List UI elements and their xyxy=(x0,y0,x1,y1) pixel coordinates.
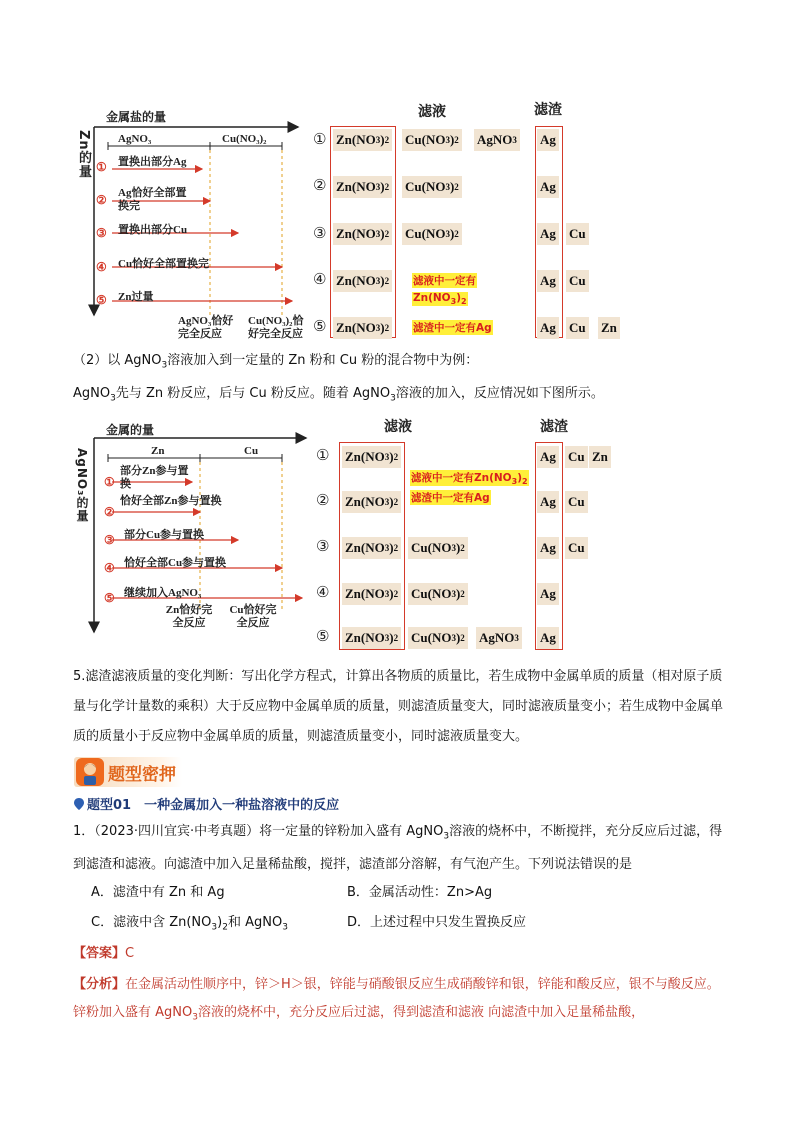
bottom-note-2: Cu(NO₃)₂恰好完全反应 xyxy=(248,315,304,340)
metal-chip: Cu xyxy=(566,223,589,245)
salt-chip: Cu(NO 3 ) 2 xyxy=(402,176,462,198)
step-num-1: ① xyxy=(104,475,115,489)
row-num-2: ② xyxy=(316,491,330,509)
metal-chip: Cu xyxy=(566,270,589,292)
analysis-paragraph xyxy=(73,971,725,1032)
metal-chip: Ag xyxy=(537,583,559,605)
salt-chip: Zn(NO 3 ) 2 xyxy=(333,270,392,292)
step-num-2: ② xyxy=(96,193,107,207)
metal-chip: Ag xyxy=(537,317,559,339)
answer-value: C xyxy=(125,946,135,961)
metal-chip: Ag xyxy=(537,129,559,151)
metal-chip: Ag xyxy=(537,627,559,649)
highlight-note-filtrate: 滤液中一定有 xyxy=(413,275,476,287)
metal-chip: Cu xyxy=(565,537,588,559)
segment-label-1: AgNO₃ xyxy=(118,133,152,145)
analysis-tag: 【分析】 xyxy=(73,977,126,992)
salt-chip: Cu(NO 3 ) 2 xyxy=(408,537,468,559)
salt-chip: Zn(NO 3 ) 2 xyxy=(333,223,392,245)
paragraph-5: 5.滤渣滤液质量的变化判断：写出化学方程式，计算出各物质的质量比，若生成物中金属单质的质量（相对原子质量与化学计量数的乘积）大于反应物中金属单质的质量，则滤渣质量变大，同时滤液质量变小；若生成物中金属单质的质量小于反应物中金属单质的质量，则滤渣质量变小，同时滤液质量变大。 xyxy=(73,669,724,744)
step-num-5: ⑤ xyxy=(104,591,115,605)
salt-chip: AgNO 3 xyxy=(474,129,520,151)
x-axis-label: 金属的量 xyxy=(106,423,155,437)
step-text-5: 继续加入AgNO₃ xyxy=(124,587,202,599)
residue-title: 滤渣 xyxy=(534,102,562,118)
segment-label-2: Cu xyxy=(244,445,259,457)
row-num-2: ② xyxy=(313,176,327,194)
residue-title: 滤渣 xyxy=(540,419,568,435)
salt-chip: AgNO 3 xyxy=(476,627,522,649)
step-num-2: ② xyxy=(104,505,115,519)
metal-chip: Ag xyxy=(537,446,559,468)
analysis-text: 在金属活动性顺序中，锌＞H＞银，锌能与硝酸银反应生成硝酸锌和银，锌能和酸反应，银不与酸反应。锌粉加入盛有 AgNO$_3$溶液的烧杯中，充分反应后过滤，得到滤渣和滤液 向滤渣中加入足量稀盐酸， xyxy=(73,977,720,1023)
highlight-note-residue: 滤渣中一定有Ag xyxy=(411,492,490,504)
answer-tag: 【答案】 xyxy=(73,946,126,961)
segment-label-1: Zn xyxy=(151,445,165,457)
section-banner xyxy=(74,757,182,787)
metal-chip: Ag xyxy=(537,223,559,245)
row-num-3: ③ xyxy=(316,537,330,555)
answer-line xyxy=(73,940,725,968)
salt-chip: Zn(NO 3 ) 2 xyxy=(342,537,401,559)
salt-chip: Zn(NO 3 ) 2 xyxy=(342,627,401,649)
metal-chip: Ag xyxy=(537,491,559,513)
highlight-note-filtrate-cont: $Zn(NO_3)_2$ xyxy=(413,292,467,307)
option-b[interactable]: B．金属活动性：Zn>Ag xyxy=(347,885,493,900)
step-num-3: ③ xyxy=(96,226,107,240)
teacher-icon xyxy=(76,758,104,786)
option-c[interactable]: C．滤液中含 $Zn(NO_3)_2$和 AgNO$_3$ xyxy=(91,915,288,933)
location-pin-icon xyxy=(74,798,84,810)
salt-chip: Zn(NO 3 ) 2 xyxy=(342,446,401,468)
row-num-1: ① xyxy=(316,446,330,464)
topic-heading xyxy=(74,794,339,813)
salt-chip: Cu(NO 3 ) 2 xyxy=(408,583,468,605)
step-num-3: ③ xyxy=(104,533,115,547)
question-1: 1．（2023·四川宜宾·中考真题）将一定量的锌粉加入盛有 AgNO$_3$溶液的烧杯中，不断搅拌，充分反应后过滤，得到滤渣和滤液。向滤渣中加入足量稀盐酸，搅拌，滤渣部分溶解，有气泡产生。下列说法错误的是 xyxy=(73,824,723,872)
topic-text: 题型01 一种金属加入一种盐溶液中的反应 xyxy=(87,798,340,813)
salt-chip: Zn(NO 3 ) 2 xyxy=(333,129,392,151)
step-text-2: 恰好全部Zn参与置换 xyxy=(120,495,222,507)
banner-title: 题型密押 xyxy=(108,765,176,785)
step-text-3: 置换出部分Cu xyxy=(118,224,188,236)
metal-chip: Zn xyxy=(589,446,611,468)
bottom-note-1: Zn恰好完全反应 xyxy=(165,604,213,629)
bottom-note-1: AgNO₃恰好完全反应 xyxy=(178,315,234,340)
y-axis-label: Zn的量 xyxy=(76,130,91,179)
paragraph-2-line1: （2）以 AgNO$_3$溶液加入到一定量的 Zn 粉和 Cu 粉的混合物中为例： xyxy=(73,353,479,371)
step-num-4: ④ xyxy=(104,561,115,575)
row-num-4: ④ xyxy=(316,583,330,601)
row-num-4: ④ xyxy=(313,270,327,288)
row-num-3: ③ xyxy=(313,224,327,242)
metal-chip: Cu xyxy=(565,491,588,513)
step-text-4: Cu恰好全部置换完 xyxy=(118,258,210,270)
step-text-5: Zn过量 xyxy=(118,291,154,303)
row-num-5: ⑤ xyxy=(313,317,327,335)
option-a[interactable]: A．滤渣中有 Zn 和 Ag xyxy=(91,885,225,900)
salt-chip: Cu(NO 3 ) 2 xyxy=(402,223,462,245)
paragraph-2-line2: AgNO$_3$先与 Zn 粉反应，后与 Cu 粉反应。随着 AgNO$_3$溶液的加入，反应情况如下图所示。 xyxy=(73,386,604,404)
metal-chip: Cu xyxy=(566,317,589,339)
step-text-1: 部分Zn参与置换 xyxy=(120,465,189,490)
bottom-note-2: Cu恰好完全反应 xyxy=(229,604,277,629)
salt-chip: Zn(NO 3 ) 2 xyxy=(342,491,401,513)
metal-chip: Ag xyxy=(537,176,559,198)
step-text-3: 部分Cu参与置换 xyxy=(124,529,205,541)
salt-chip: Cu(NO 3 ) 2 xyxy=(408,627,468,649)
salt-chip: Zn(NO 3 ) 2 xyxy=(333,317,392,339)
step-text-2: Ag恰好全部置换完 xyxy=(118,187,187,212)
salt-chip: Zn(NO 3 ) 2 xyxy=(342,583,401,605)
filtrate-title: 滤液 xyxy=(418,104,446,120)
y-axis-label: AgNO₃的量 xyxy=(75,448,89,523)
row-num-1: ① xyxy=(313,130,327,148)
salt-chip: Zn(NO 3 ) 2 xyxy=(333,176,392,198)
segment-label-2: Cu(NO₃)₂ xyxy=(222,133,267,145)
metal-chip: Cu xyxy=(565,446,588,468)
step-text-4: 恰好全部Cu参与置换 xyxy=(124,557,227,569)
step-num-5: ⑤ xyxy=(96,293,107,307)
filtrate-title: 滤液 xyxy=(384,419,412,435)
highlight-note-residue: 滤渣中一定有Ag xyxy=(413,322,492,334)
option-d[interactable]: D．上述过程中只发生置换反应 xyxy=(347,915,527,930)
metal-chip: Zn xyxy=(598,317,620,339)
step-num-1: ① xyxy=(96,160,107,174)
step-num-4: ④ xyxy=(96,260,107,274)
row-num-5: ⑤ xyxy=(316,627,330,645)
step-text-1: 置换出部分Ag xyxy=(118,156,187,168)
metal-chip: Ag xyxy=(537,270,559,292)
metal-chip: Ag xyxy=(537,537,559,559)
salt-chip: Cu(NO 3 ) 2 xyxy=(402,129,462,151)
highlight-note-filtrate: 滤液中一定有$Zn(NO_3)_2$ xyxy=(411,472,528,487)
x-axis-label: 金属盐的量 xyxy=(106,110,167,124)
